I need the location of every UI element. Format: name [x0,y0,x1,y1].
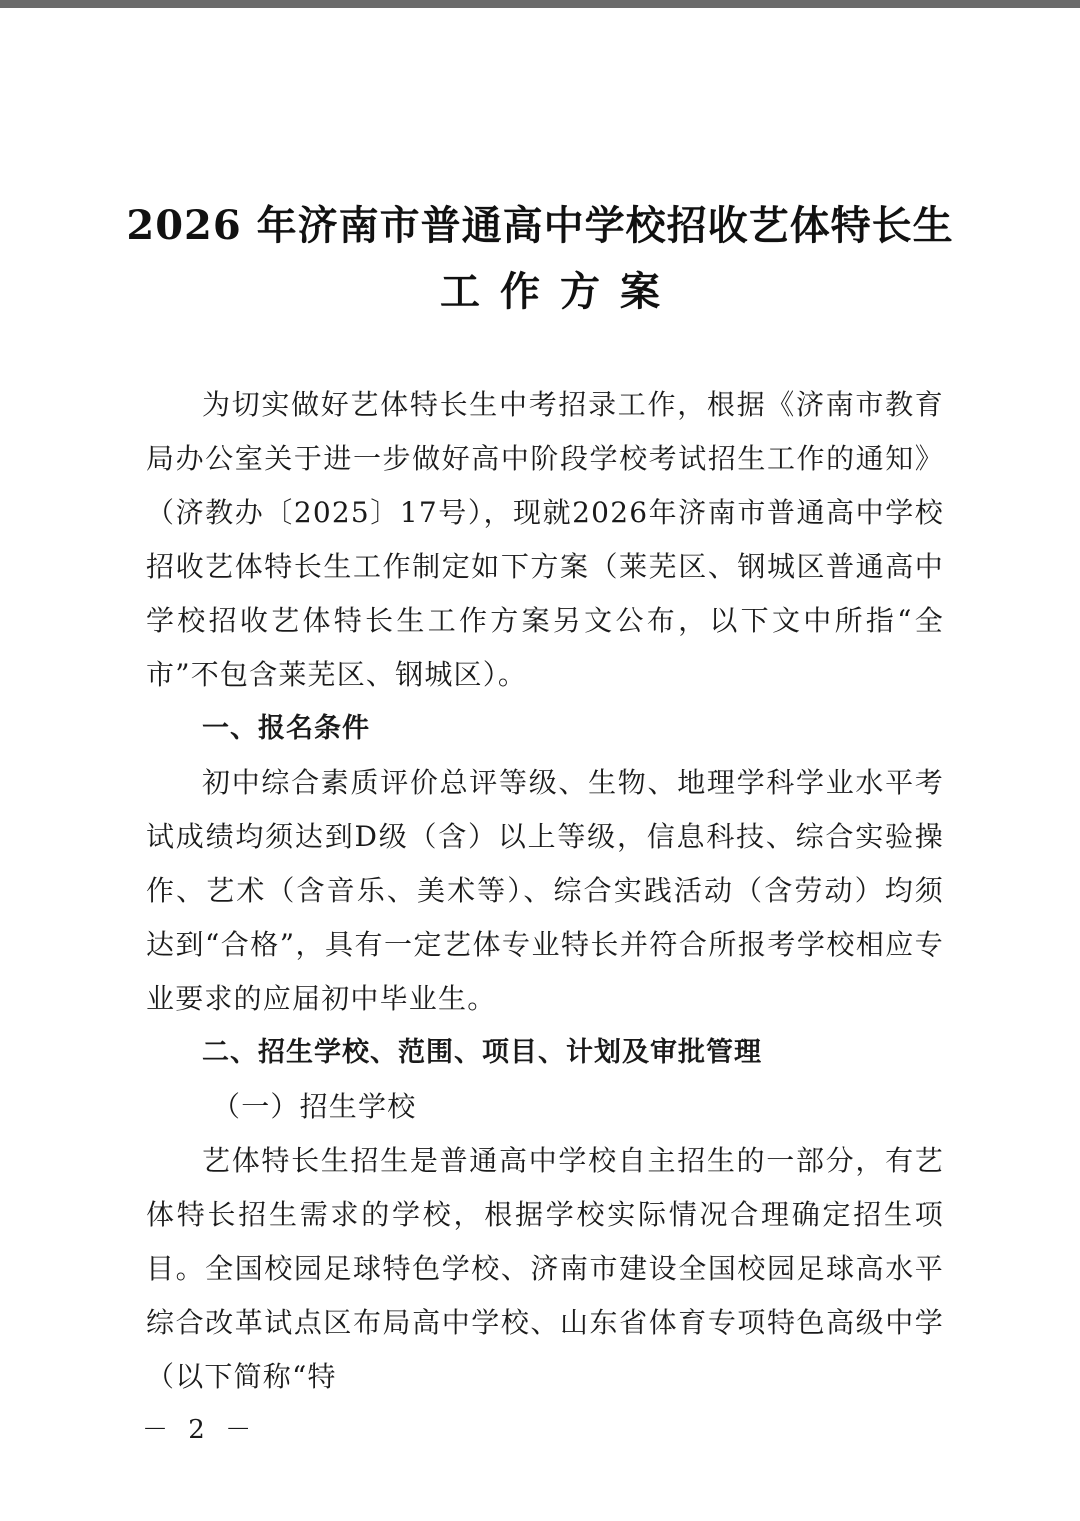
document-title-line1: 2026 年济南市普通高中学校招收艺体特长生 [126,202,954,249]
top-border-bar [0,0,1080,8]
section2-heading: 二、招生学校、范围、项目、计划及审批管理 [202,1037,762,1068]
section1-body: 初中综合素质评价总评等级、生物、地理学科学业水平考试成绩均须达到D级（含）以上等级，信息科技、综合实验操作、艺术（含音乐、美术等）、综合实践活动（含劳动）均须达到“合格”，具有一定艺体专业特长并符合所报考学校相应专业要求的应届初中毕业生。 [146,766,944,1015]
section2-sub1-body: 艺体特长生招生是普通高中学校自主招生的一部分，有艺体特长招生需求的学校，根据学校实际情况合理确定招生项目。全国校园足球特色学校、济南市建设全国校园足球高水平综合改革试点区布局高中学校、山东省体育专项特色高级中学（以下简称“特 [146,1144,944,1393]
section1-heading: 一、报名条件 [202,713,370,744]
document-title-line2: 工作方案 [440,268,680,315]
intro-paragraph: 为切实做好艺体特长生中考招录工作，根据《济南市教育局办公室关于进一步做好高中阶段学校考试招生工作的通知》（济教办〔2025〕17号），现就2026年济南市普通高中学校招收艺体特长生工作制定如下方案（莱芜区、钢城区普通高中学校招收艺体特长生工作方案另文公布，以下文中所指“全市”不包含莱芜区、钢城区）。 [146,388,944,691]
section2-sub1-heading: （一）招生学校 [212,1090,417,1123]
document-body [146,378,944,1404]
page-number: － 2 － [142,1415,258,1445]
